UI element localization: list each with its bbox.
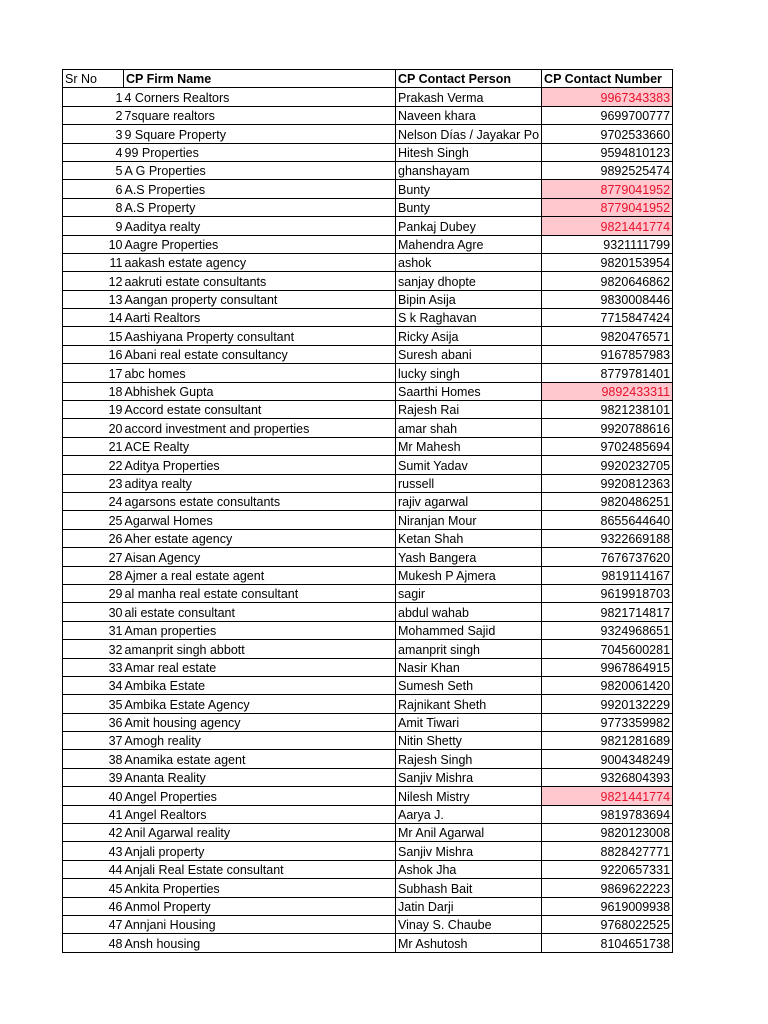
- contact-number-cell: 9819114167: [542, 566, 673, 584]
- contact-person-cell: Vinay S. Chaube: [396, 915, 542, 933]
- table-row: [63, 364, 673, 382]
- firm-name-cell: Ananta Reality: [124, 768, 396, 786]
- sr-no-cell: 2: [63, 106, 124, 124]
- sr-no-cell: 14: [63, 309, 124, 327]
- contact-number-cell: 9820123008: [542, 824, 673, 842]
- contact-number-cell: 8655644640: [542, 511, 673, 529]
- contact-number-cell: 9967343383: [542, 88, 673, 106]
- firm-name-cell: Ansh housing: [124, 934, 396, 952]
- contact-person-cell: Rajesh Rai: [396, 401, 542, 419]
- contact-number-cell: 8779781401: [542, 364, 673, 382]
- table-row: [63, 658, 673, 676]
- contact-number-cell: 9967864915: [542, 658, 673, 676]
- contact-person-cell: Saarthi Homes: [396, 382, 542, 400]
- sr-no-cell: 20: [63, 419, 124, 437]
- contact-number-cell: 9892433311: [542, 382, 673, 400]
- contact-number-cell: 7045600281: [542, 640, 673, 658]
- firm-name-cell: Anjali Real Estate consultant: [124, 860, 396, 878]
- contact-person-cell: Ricky Asija: [396, 327, 542, 345]
- contact-number-cell: 9869622223: [542, 879, 673, 897]
- table-row: [63, 805, 673, 823]
- firm-name-cell: aakruti estate consultants: [124, 272, 396, 290]
- contact-number-cell: 9920788616: [542, 419, 673, 437]
- sr-no-cell: 46: [63, 897, 124, 915]
- sr-no-cell: 30: [63, 603, 124, 621]
- contact-person-cell: Subhash Bait: [396, 879, 542, 897]
- table-row: [63, 272, 673, 290]
- sr-no-cell: 8: [63, 198, 124, 216]
- table-row: [63, 640, 673, 658]
- table-row: [63, 860, 673, 878]
- sr-no-cell: 43: [63, 842, 124, 860]
- table-row: [63, 750, 673, 768]
- contact-person-cell: Mohammed Sajid: [396, 621, 542, 639]
- contact-person-cell: Rajesh Singh: [396, 750, 542, 768]
- firm-name-cell: Accord estate consultant: [124, 401, 396, 419]
- table-row: [63, 621, 673, 639]
- table-row: [63, 566, 673, 584]
- table-row: [63, 584, 673, 602]
- firm-name-cell: al manha real estate consultant: [124, 584, 396, 602]
- firm-name-cell: Ajmer a real estate agent: [124, 566, 396, 584]
- sr-no-cell: 9: [63, 217, 124, 235]
- firm-name-cell: aakash estate agency: [124, 253, 396, 271]
- contact-person-cell: Jatin Darji: [396, 897, 542, 915]
- firm-name-cell: 9 Square Property: [124, 125, 396, 143]
- firm-name-cell: A G Properties: [124, 161, 396, 179]
- header-contact-person: CP Contact Person: [396, 70, 542, 88]
- firm-name-cell: 99 Properties: [124, 143, 396, 161]
- contact-person-cell: Nitin Shetty: [396, 732, 542, 750]
- firm-name-cell: abc homes: [124, 364, 396, 382]
- contact-person-cell: Mr Anil Agarwal: [396, 824, 542, 842]
- sr-no-cell: 48: [63, 934, 124, 952]
- table-row: [63, 676, 673, 694]
- table-row: [63, 253, 673, 271]
- sr-no-cell: 40: [63, 787, 124, 805]
- table-row: [63, 345, 673, 363]
- sr-no-cell: 37: [63, 732, 124, 750]
- table-row: [63, 327, 673, 345]
- header-row: [63, 70, 673, 88]
- sr-no-cell: 10: [63, 235, 124, 253]
- sr-no-cell: 34: [63, 676, 124, 694]
- contact-person-cell: Niranjan Mour: [396, 511, 542, 529]
- contact-person-cell: Nelson Días / Jayakar Po: [396, 125, 542, 143]
- sr-no-cell: 26: [63, 529, 124, 547]
- contact-number-cell: 9820486251: [542, 492, 673, 510]
- contact-person-cell: Sanjiv Mishra: [396, 842, 542, 860]
- table-row: [63, 511, 673, 529]
- sr-no-cell: 29: [63, 584, 124, 602]
- sr-no-cell: 19: [63, 401, 124, 419]
- contact-person-cell: Ketan Shah: [396, 529, 542, 547]
- firm-name-cell: A.S Properties: [124, 180, 396, 198]
- sr-no-cell: 33: [63, 658, 124, 676]
- sr-no-cell: 5: [63, 161, 124, 179]
- contact-number-cell: 9773359982: [542, 713, 673, 731]
- sr-no-cell: 32: [63, 640, 124, 658]
- sr-no-cell: 27: [63, 548, 124, 566]
- sr-no-cell: 23: [63, 474, 124, 492]
- contact-person-cell: Ashok Jha: [396, 860, 542, 878]
- sr-no-cell: 1: [63, 88, 124, 106]
- header-contact-number: CP Contact Number: [542, 70, 673, 88]
- contact-person-cell: Suresh abani: [396, 345, 542, 363]
- table-row: [63, 915, 673, 933]
- firm-name-cell: ali estate consultant: [124, 603, 396, 621]
- sr-no-cell: 45: [63, 879, 124, 897]
- sr-no-cell: 41: [63, 805, 124, 823]
- table-row: [63, 382, 673, 400]
- table-row: [63, 474, 673, 492]
- contact-number-cell: 9821238101: [542, 401, 673, 419]
- contact-person-cell: Sanjiv Mishra: [396, 768, 542, 786]
- firm-name-cell: 4 Corners Realtors: [124, 88, 396, 106]
- firm-name-cell: Annjani Housing: [124, 915, 396, 933]
- table-row: [63, 290, 673, 308]
- table-row: [63, 713, 673, 731]
- firm-name-cell: Angel Realtors: [124, 805, 396, 823]
- sr-no-cell: 24: [63, 492, 124, 510]
- table-row: [63, 125, 673, 143]
- table-row: [63, 492, 673, 510]
- contact-person-cell: Bunty: [396, 198, 542, 216]
- sr-no-cell: 3: [63, 125, 124, 143]
- contact-number-cell: 9594810123: [542, 143, 673, 161]
- table-row: [63, 695, 673, 713]
- firm-name-cell: Angel Properties: [124, 787, 396, 805]
- firm-name-cell: Aangan property consultant: [124, 290, 396, 308]
- table-row: [63, 419, 673, 437]
- contact-number-cell: 9821441774: [542, 217, 673, 235]
- table-row: [63, 842, 673, 860]
- table-row: [63, 235, 673, 253]
- firm-name-cell: Anil Agarwal reality: [124, 824, 396, 842]
- header-firm-name: CP Firm Name: [124, 70, 396, 88]
- contact-person-cell: lucky singh: [396, 364, 542, 382]
- contact-number-cell: 9167857983: [542, 345, 673, 363]
- contact-person-cell: rajiv agarwal: [396, 492, 542, 510]
- firm-name-cell: Anamika estate agent: [124, 750, 396, 768]
- sr-no-cell: 39: [63, 768, 124, 786]
- table-row: [63, 456, 673, 474]
- sr-no-cell: 11: [63, 253, 124, 271]
- firm-name-cell: A.S Property: [124, 198, 396, 216]
- contact-number-cell: 9821714817: [542, 603, 673, 621]
- contact-number-cell: 9768022525: [542, 915, 673, 933]
- firm-name-cell: aditya realty: [124, 474, 396, 492]
- contact-number-cell: 9322669188: [542, 529, 673, 547]
- contact-person-cell: sagir: [396, 584, 542, 602]
- firm-name-cell: 7square realtors: [124, 106, 396, 124]
- contact-number-cell: 7676737620: [542, 548, 673, 566]
- firm-name-cell: Ambika Estate Agency: [124, 695, 396, 713]
- table-row: [63, 934, 673, 952]
- table-row: [63, 787, 673, 805]
- contact-number-cell: 9821441774: [542, 787, 673, 805]
- firm-name-cell: Aagre Properties: [124, 235, 396, 253]
- sr-no-cell: 18: [63, 382, 124, 400]
- contact-number-cell: 9920132229: [542, 695, 673, 713]
- sr-no-cell: 12: [63, 272, 124, 290]
- contact-person-cell: Bunty: [396, 180, 542, 198]
- contact-person-cell: sanjay dhopte: [396, 272, 542, 290]
- contact-number-cell: 8779041952: [542, 180, 673, 198]
- firm-name-cell: Ankita Properties: [124, 879, 396, 897]
- contact-number-cell: 9699700777: [542, 106, 673, 124]
- contact-number-cell: 9324968651: [542, 621, 673, 639]
- header-sr-no: Sr No: [63, 70, 124, 88]
- sr-no-cell: 31: [63, 621, 124, 639]
- contact-person-cell: Mukesh P Ajmera: [396, 566, 542, 584]
- sr-no-cell: 13: [63, 290, 124, 308]
- table-row: [63, 732, 673, 750]
- table-row: [63, 897, 673, 915]
- firm-name-cell: Aashiyana Property consultant: [124, 327, 396, 345]
- contact-number-cell: 9820646862: [542, 272, 673, 290]
- firm-name-cell: Amit housing agency: [124, 713, 396, 731]
- firm-name-cell: Aisan Agency: [124, 548, 396, 566]
- contact-person-cell: Mahendra Agre: [396, 235, 542, 253]
- table-row: [63, 768, 673, 786]
- contact-person-cell: Prakash Verma: [396, 88, 542, 106]
- table-row: [63, 401, 673, 419]
- contact-number-cell: 9892525474: [542, 161, 673, 179]
- table-row: [63, 824, 673, 842]
- contact-number-cell: 9830008446: [542, 290, 673, 308]
- sr-no-cell: 4: [63, 143, 124, 161]
- contact-person-cell: Sumit Yadav: [396, 456, 542, 474]
- contact-person-cell: abdul wahab: [396, 603, 542, 621]
- contact-number-cell: 7715847424: [542, 309, 673, 327]
- table-row: [63, 217, 673, 235]
- firm-name-cell: agarsons estate consultants: [124, 492, 396, 510]
- sr-no-cell: 35: [63, 695, 124, 713]
- table-row: [63, 529, 673, 547]
- contact-number-cell: 9820153954: [542, 253, 673, 271]
- contact-person-cell: Hitesh Singh: [396, 143, 542, 161]
- contact-number-cell: 9004348249: [542, 750, 673, 768]
- firm-name-cell: Ambika Estate: [124, 676, 396, 694]
- contact-number-cell: 9619009938: [542, 897, 673, 915]
- contact-number-cell: 9326804393: [542, 768, 673, 786]
- contact-person-cell: Mr Mahesh: [396, 437, 542, 455]
- sr-no-cell: 25: [63, 511, 124, 529]
- contact-number-cell: 9920232705: [542, 456, 673, 474]
- table-row: [63, 143, 673, 161]
- table-row: [63, 603, 673, 621]
- contact-person-cell: ghanshayam: [396, 161, 542, 179]
- table-body: [63, 88, 673, 952]
- firm-name-cell: Abani real estate consultancy: [124, 345, 396, 363]
- sr-no-cell: 42: [63, 824, 124, 842]
- firm-name-cell: Aman properties: [124, 621, 396, 639]
- contact-number-cell: 8828427771: [542, 842, 673, 860]
- sr-no-cell: 44: [63, 860, 124, 878]
- contact-person-cell: Mr Ashutosh: [396, 934, 542, 952]
- firm-name-cell: Amar real estate: [124, 658, 396, 676]
- sr-no-cell: 17: [63, 364, 124, 382]
- sr-no-cell: 16: [63, 345, 124, 363]
- table-row: [63, 309, 673, 327]
- contact-person-cell: Pankaj Dubey: [396, 217, 542, 235]
- sr-no-cell: 21: [63, 437, 124, 455]
- sr-no-cell: 36: [63, 713, 124, 731]
- contact-number-cell: 9702533660: [542, 125, 673, 143]
- contact-person-cell: Sumesh Seth: [396, 676, 542, 694]
- contact-number-cell: 8779041952: [542, 198, 673, 216]
- sr-no-cell: 22: [63, 456, 124, 474]
- contact-number-cell: 9619918703: [542, 584, 673, 602]
- contact-person-cell: Amit Tiwari: [396, 713, 542, 731]
- contact-number-cell: 9820061420: [542, 676, 673, 694]
- firm-name-cell: Aher estate agency: [124, 529, 396, 547]
- contact-person-cell: Nasir Khan: [396, 658, 542, 676]
- contact-number-cell: 9321111799: [542, 235, 673, 253]
- firm-name-cell: Amogh reality: [124, 732, 396, 750]
- table-row: [63, 161, 673, 179]
- contact-person-cell: Aarya J.: [396, 805, 542, 823]
- contact-number-cell: 9702485694: [542, 437, 673, 455]
- firm-name-cell: Anjali property: [124, 842, 396, 860]
- contact-number-cell: 8104651738: [542, 934, 673, 952]
- firm-name-cell: accord investment and properties: [124, 419, 396, 437]
- contact-sheet-table: [62, 69, 673, 953]
- firm-name-cell: ACE Realty: [124, 437, 396, 455]
- contact-person-cell: amanprit singh: [396, 640, 542, 658]
- sr-no-cell: 6: [63, 180, 124, 198]
- contact-person-cell: Naveen khara: [396, 106, 542, 124]
- table-row: [63, 548, 673, 566]
- contact-number-cell: 9821281689: [542, 732, 673, 750]
- table-row: [63, 180, 673, 198]
- sr-no-cell: 28: [63, 566, 124, 584]
- contact-person-cell: ashok: [396, 253, 542, 271]
- table-row: [63, 106, 673, 124]
- contact-person-cell: Yash Bangera: [396, 548, 542, 566]
- table-row: [63, 88, 673, 106]
- firm-name-cell: Agarwal Homes: [124, 511, 396, 529]
- sr-no-cell: 38: [63, 750, 124, 768]
- firm-name-cell: Aarti Realtors: [124, 309, 396, 327]
- table-row: [63, 198, 673, 216]
- contact-number-cell: 9820476571: [542, 327, 673, 345]
- firm-name-cell: Abhishek Gupta: [124, 382, 396, 400]
- firm-name-cell: Aditya Properties: [124, 456, 396, 474]
- contact-number-cell: 9220657331: [542, 860, 673, 878]
- table-row: [63, 879, 673, 897]
- firm-name-cell: Aaditya realty: [124, 217, 396, 235]
- contact-person-cell: S k Raghavan: [396, 309, 542, 327]
- contact-person-cell: amar shah: [396, 419, 542, 437]
- contact-person-cell: Bipin Asija: [396, 290, 542, 308]
- sr-no-cell: 15: [63, 327, 124, 345]
- contact-number-cell: 9819783694: [542, 805, 673, 823]
- contact-person-cell: Nilesh Mistry: [396, 787, 542, 805]
- contact-person-cell: russell: [396, 474, 542, 492]
- contact-person-cell: Rajnikant Sheth: [396, 695, 542, 713]
- contact-number-cell: 9920812363: [542, 474, 673, 492]
- sr-no-cell: 47: [63, 915, 124, 933]
- firm-name-cell: Anmol Property: [124, 897, 396, 915]
- table-row: [63, 437, 673, 455]
- firm-name-cell: amanprit singh abbott: [124, 640, 396, 658]
